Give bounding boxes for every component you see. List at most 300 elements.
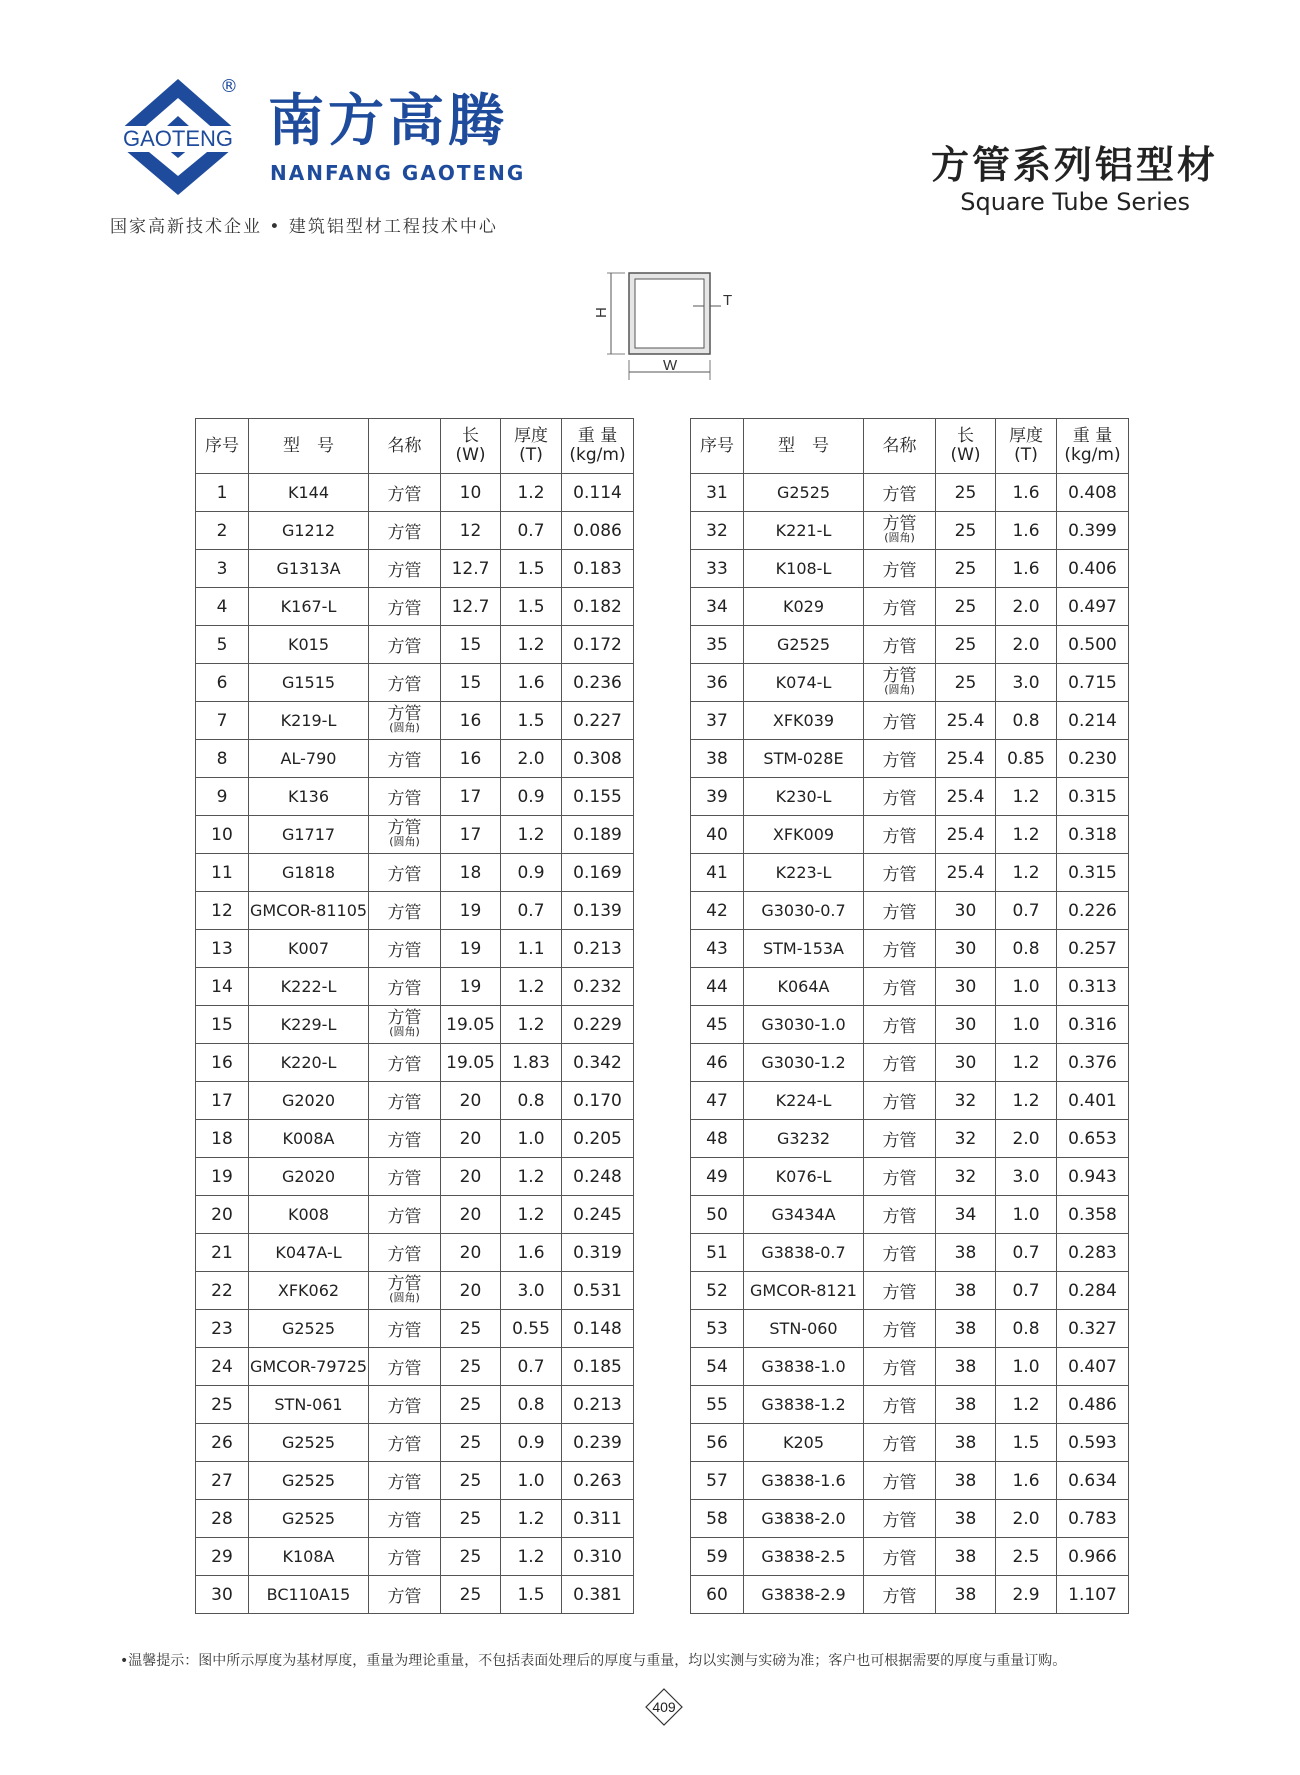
cell-thickness: 0.7 <box>501 1348 562 1386</box>
cell-width: 30 <box>936 968 996 1006</box>
table-row <box>196 1576 634 1614</box>
cell-index: 17 <box>196 1082 249 1120</box>
cell-model: G3232 <box>744 1120 864 1158</box>
cell-index: 11 <box>196 854 249 892</box>
cell-index: 8 <box>196 740 249 778</box>
cell-index: 46 <box>691 1044 744 1082</box>
table-row <box>196 512 634 550</box>
cell-width: 12 <box>441 512 501 550</box>
table-row <box>196 930 634 968</box>
cell-weight: 0.189 <box>562 816 634 854</box>
cell-thickness: 1.2 <box>501 968 562 1006</box>
footer-tip: •温馨提示：图中所示厚度为基材厚度，重量为理论重量，不包括表面处理后的厚度与重量，均以实测与实磅为准；客户也可根据需要的厚度与重量订购。 <box>120 1653 1067 1669</box>
cell-index: 27 <box>196 1462 249 1500</box>
cell-index: 2 <box>196 512 249 550</box>
cell-model: STM-153A <box>744 930 864 968</box>
cell-model: STN-061 <box>249 1386 369 1424</box>
cell-name: 方管 <box>864 1310 936 1348</box>
cell-weight: 0.408 <box>1057 474 1129 512</box>
cell-model: STM-028E <box>744 740 864 778</box>
cell-thickness: 0.8 <box>996 702 1057 740</box>
cell-model: G3838-1.2 <box>744 1386 864 1424</box>
cell-model: G2020 <box>249 1158 369 1196</box>
cell-name: 方管 <box>369 512 441 550</box>
cell-width: 20 <box>441 1120 501 1158</box>
cell-weight: 0.315 <box>1057 778 1129 816</box>
cell-index: 59 <box>691 1538 744 1576</box>
cell-index: 3 <box>196 550 249 588</box>
cell-name: 方管 <box>369 1500 441 1538</box>
cell-weight: 1.107 <box>1057 1576 1129 1614</box>
table-row <box>196 1500 634 1538</box>
cell-index: 25 <box>196 1386 249 1424</box>
cell-model: K074-L <box>744 664 864 702</box>
cell-weight: 0.381 <box>562 1576 634 1614</box>
table-row <box>691 968 1129 1006</box>
cell-model: K076-L <box>744 1158 864 1196</box>
table-row <box>196 588 634 626</box>
table-row <box>196 1044 634 1082</box>
cell-thickness: 1.0 <box>501 1462 562 1500</box>
cell-index: 23 <box>196 1310 249 1348</box>
cell-width: 25 <box>441 1386 501 1424</box>
cell-weight: 0.226 <box>1057 892 1129 930</box>
cell-model: G2525 <box>249 1500 369 1538</box>
cell-weight: 0.315 <box>1057 854 1129 892</box>
cell-index: 60 <box>691 1576 744 1614</box>
cell-name: 方管 <box>369 968 441 1006</box>
cell-weight: 0.263 <box>562 1462 634 1500</box>
cell-model: K167-L <box>249 588 369 626</box>
cell-weight: 0.185 <box>562 1348 634 1386</box>
cell-name: 方管 <box>369 1424 441 1462</box>
cell-width: 20 <box>441 1158 501 1196</box>
cell-thickness: 1.2 <box>501 474 562 512</box>
cell-thickness: 3.0 <box>501 1272 562 1310</box>
cell-weight: 0.313 <box>1057 968 1129 1006</box>
cell-width: 25 <box>441 1462 501 1500</box>
cell-thickness: 2.0 <box>501 740 562 778</box>
cell-model: K136 <box>249 778 369 816</box>
table-row <box>196 854 634 892</box>
cell-name: 方管 (圆角) <box>369 1006 441 1044</box>
cell-weight: 0.229 <box>562 1006 634 1044</box>
cell-index: 48 <box>691 1120 744 1158</box>
cell-width: 25 <box>936 626 996 664</box>
cell-thickness: 1.2 <box>996 854 1057 892</box>
cell-model: AL-790 <box>249 740 369 778</box>
cell-width: 19.05 <box>441 1044 501 1082</box>
cell-name: 方管 <box>369 1082 441 1120</box>
cell-width: 25 <box>936 512 996 550</box>
cell-model: G3030-1.0 <box>744 1006 864 1044</box>
cell-model: XFK009 <box>744 816 864 854</box>
cell-index: 58 <box>691 1500 744 1538</box>
table-row <box>691 1500 1129 1538</box>
cell-width: 25.4 <box>936 702 996 740</box>
table-row <box>691 1044 1129 1082</box>
cell-weight: 0.248 <box>562 1158 634 1196</box>
cell-weight: 0.236 <box>562 664 634 702</box>
cell-width: 12.7 <box>441 550 501 588</box>
table-row <box>196 1348 634 1386</box>
cell-weight: 0.183 <box>562 550 634 588</box>
cell-model: K144 <box>249 474 369 512</box>
cell-model: K222-L <box>249 968 369 1006</box>
cell-width: 16 <box>441 702 501 740</box>
table-row <box>691 778 1129 816</box>
cell-index: 51 <box>691 1234 744 1272</box>
cell-width: 15 <box>441 626 501 664</box>
cell-model: G2525 <box>744 474 864 512</box>
cell-index: 24 <box>196 1348 249 1386</box>
cell-model: G3434A <box>744 1196 864 1234</box>
table-row <box>691 550 1129 588</box>
cell-thickness: 0.7 <box>996 1234 1057 1272</box>
cell-name: 方管 <box>864 1234 936 1272</box>
table-row <box>196 778 634 816</box>
cell-width: 34 <box>936 1196 996 1234</box>
cell-name: 方管 <box>369 740 441 778</box>
cell-thickness: 3.0 <box>996 1158 1057 1196</box>
table-row <box>196 1386 634 1424</box>
cell-weight: 0.653 <box>1057 1120 1129 1158</box>
cell-width: 25.4 <box>936 816 996 854</box>
cell-index: 37 <box>691 702 744 740</box>
cell-name: 方管 <box>864 1462 936 1500</box>
table-row <box>691 702 1129 740</box>
cell-index: 14 <box>196 968 249 1006</box>
cell-weight: 0.283 <box>1057 1234 1129 1272</box>
table-row <box>691 1082 1129 1120</box>
cell-index: 19 <box>196 1158 249 1196</box>
cell-thickness: 1.2 <box>501 816 562 854</box>
cell-thickness: 0.7 <box>501 512 562 550</box>
cell-name: 方管 <box>864 778 936 816</box>
square-tube-diagram <box>585 268 735 388</box>
cell-model: G3838-0.7 <box>744 1234 864 1272</box>
table-row <box>196 1234 634 1272</box>
cell-width: 10 <box>441 474 501 512</box>
cell-index: 43 <box>691 930 744 968</box>
table-row <box>691 1424 1129 1462</box>
cell-name: 方管 <box>864 968 936 1006</box>
cell-model: K205 <box>744 1424 864 1462</box>
cell-model: K230-L <box>744 778 864 816</box>
cell-model: GMCOR-81105 <box>249 892 369 930</box>
cell-width: 19 <box>441 968 501 1006</box>
brand-en-name: NANFANG GAOTENG <box>270 161 526 185</box>
cell-index: 36 <box>691 664 744 702</box>
cell-thickness: 0.9 <box>501 778 562 816</box>
cell-name: 方管 <box>864 930 936 968</box>
cell-weight: 0.213 <box>562 930 634 968</box>
cell-index: 26 <box>196 1424 249 1462</box>
cell-name: 方管 <box>369 1462 441 1500</box>
cell-thickness: 1.0 <box>996 1006 1057 1044</box>
cell-width: 25.4 <box>936 854 996 892</box>
cell-thickness: 0.8 <box>996 930 1057 968</box>
round-corner-note: (圆角) <box>884 682 915 696</box>
cell-thickness: 2.0 <box>996 1120 1057 1158</box>
cell-model: K015 <box>249 626 369 664</box>
cell-weight: 0.308 <box>562 740 634 778</box>
round-corner-note: (圆角) <box>884 530 915 544</box>
cell-width: 38 <box>936 1500 996 1538</box>
cell-weight: 0.401 <box>1057 1082 1129 1120</box>
cell-index: 44 <box>691 968 744 1006</box>
cell-name: 方管 <box>864 1424 936 1462</box>
cell-index: 45 <box>691 1006 744 1044</box>
cell-thickness: 1.6 <box>996 512 1057 550</box>
spec-table-right <box>690 418 1129 1614</box>
cell-model: K224-L <box>744 1082 864 1120</box>
cell-thickness: 0.8 <box>501 1386 562 1424</box>
cell-name: 方管 <box>864 588 936 626</box>
cell-width: 12.7 <box>441 588 501 626</box>
cell-weight: 0.245 <box>562 1196 634 1234</box>
cell-name: 方管 (圆角) <box>369 1272 441 1310</box>
logo-text: GAOTENG <box>122 126 234 151</box>
cell-weight: 0.232 <box>562 968 634 1006</box>
cell-weight: 0.407 <box>1057 1348 1129 1386</box>
cell-index: 29 <box>196 1538 249 1576</box>
cell-index: 18 <box>196 1120 249 1158</box>
table-row <box>691 740 1129 778</box>
table-row <box>691 1272 1129 1310</box>
cell-index: 5 <box>196 626 249 664</box>
cell-width: 38 <box>936 1234 996 1272</box>
cell-width: 25 <box>441 1576 501 1614</box>
cell-width: 38 <box>936 1310 996 1348</box>
cell-width: 25 <box>936 664 996 702</box>
cell-thickness: 1.5 <box>501 550 562 588</box>
cell-index: 41 <box>691 854 744 892</box>
cell-thickness: 0.55 <box>501 1310 562 1348</box>
page-number: 409 <box>652 1699 676 1715</box>
cell-index: 22 <box>196 1272 249 1310</box>
cell-weight: 0.500 <box>1057 626 1129 664</box>
cell-thickness: 3.0 <box>996 664 1057 702</box>
height-label: H <box>593 307 610 318</box>
round-corner-note: (圆角) <box>389 720 420 734</box>
cell-name: 方管 <box>864 626 936 664</box>
cell-weight: 0.943 <box>1057 1158 1129 1196</box>
cell-width: 38 <box>936 1538 996 1576</box>
cell-name: 方管 <box>369 1538 441 1576</box>
cell-index: 52 <box>691 1272 744 1310</box>
cell-width: 20 <box>441 1234 501 1272</box>
cell-model: XFK039 <box>744 702 864 740</box>
cell-thickness: 1.5 <box>501 588 562 626</box>
cell-index: 7 <box>196 702 249 740</box>
cell-index: 6 <box>196 664 249 702</box>
cell-name: 方管 (圆角) <box>864 512 936 550</box>
cell-width: 17 <box>441 816 501 854</box>
cell-weight: 0.155 <box>562 778 634 816</box>
table-row <box>196 1196 634 1234</box>
cell-thickness: 1.2 <box>501 1006 562 1044</box>
cell-width: 15 <box>441 664 501 702</box>
brand-tagline: 国家高新技术企业 • 建筑铝型材工程技术中心 <box>110 217 498 237</box>
cell-thickness: 1.5 <box>501 702 562 740</box>
cell-model: G3030-1.2 <box>744 1044 864 1082</box>
cell-thickness: 0.9 <box>501 854 562 892</box>
cell-thickness: 1.2 <box>996 1082 1057 1120</box>
table-row <box>691 1386 1129 1424</box>
table-row <box>196 740 634 778</box>
cell-width: 25 <box>936 550 996 588</box>
cell-thickness: 1.2 <box>501 1158 562 1196</box>
table-row <box>691 626 1129 664</box>
cell-thickness: 1.6 <box>501 1234 562 1272</box>
cell-weight: 0.086 <box>562 512 634 550</box>
table-row <box>691 1234 1129 1272</box>
cell-model: G1313A <box>249 550 369 588</box>
brand-cn-name: 南方高腾 <box>268 89 508 154</box>
cell-model: G2525 <box>249 1462 369 1500</box>
cell-width: 25 <box>936 474 996 512</box>
cell-thickness: 1.6 <box>501 664 562 702</box>
cell-width: 18 <box>441 854 501 892</box>
header-weight: 重 量 (kg/m) <box>562 419 634 474</box>
cell-width: 38 <box>936 1348 996 1386</box>
cell-index: 1 <box>196 474 249 512</box>
table-row <box>196 1272 634 1310</box>
cell-name: 方管 <box>369 1310 441 1348</box>
header-name: 名称 <box>369 419 441 474</box>
cell-model: G3838-1.0 <box>744 1348 864 1386</box>
cell-weight: 0.139 <box>562 892 634 930</box>
cell-thickness: 2.9 <box>996 1576 1057 1614</box>
cell-thickness: 1.2 <box>501 1538 562 1576</box>
cell-weight: 0.342 <box>562 1044 634 1082</box>
table-row <box>196 1462 634 1500</box>
table-row <box>196 626 634 664</box>
cell-thickness: 0.8 <box>501 1082 562 1120</box>
table-row <box>196 1120 634 1158</box>
cell-weight: 0.169 <box>562 854 634 892</box>
cell-name: 方管 <box>369 892 441 930</box>
cell-model: K007 <box>249 930 369 968</box>
cell-name: 方管 <box>864 1006 936 1044</box>
header-index: 序号 <box>196 419 249 474</box>
table-row <box>196 474 634 512</box>
cell-index: 47 <box>691 1082 744 1120</box>
cell-index: 56 <box>691 1424 744 1462</box>
cell-index: 16 <box>196 1044 249 1082</box>
cell-name: 方管 <box>369 1044 441 1082</box>
cell-width: 32 <box>936 1120 996 1158</box>
cell-model: G3838-2.5 <box>744 1538 864 1576</box>
table-row <box>196 1424 634 1462</box>
cell-thickness: 1.5 <box>501 1576 562 1614</box>
cell-model: K047A-L <box>249 1234 369 1272</box>
cell-model: G1212 <box>249 512 369 550</box>
cell-width: 20 <box>441 1196 501 1234</box>
cell-index: 4 <box>196 588 249 626</box>
cell-name: 方管 <box>369 1576 441 1614</box>
cell-weight: 0.634 <box>1057 1462 1129 1500</box>
cell-index: 32 <box>691 512 744 550</box>
cell-weight: 0.114 <box>562 474 634 512</box>
cell-thickness: 0.8 <box>996 1310 1057 1348</box>
cell-name: 方管 <box>864 550 936 588</box>
cell-name: 方管 <box>864 1386 936 1424</box>
cell-index: 34 <box>691 588 744 626</box>
cell-thickness: 1.6 <box>996 550 1057 588</box>
cell-name: 方管 (圆角) <box>369 702 441 740</box>
header-model: 型 号 <box>744 419 864 474</box>
spec-table-left <box>195 418 634 1614</box>
table-row <box>196 1082 634 1120</box>
table-row <box>691 588 1129 626</box>
cell-thickness: 0.7 <box>996 1272 1057 1310</box>
cell-model: K029 <box>744 588 864 626</box>
cell-thickness: 1.2 <box>996 778 1057 816</box>
cell-weight: 0.205 <box>562 1120 634 1158</box>
cell-model: G2525 <box>249 1310 369 1348</box>
cell-model: BC110A15 <box>249 1576 369 1614</box>
cell-name: 方管 <box>864 1500 936 1538</box>
cell-weight: 0.316 <box>1057 1006 1129 1044</box>
cell-index: 53 <box>691 1310 744 1348</box>
cell-weight: 0.593 <box>1057 1424 1129 1462</box>
cell-name: 方管 <box>369 664 441 702</box>
cell-index: 55 <box>691 1386 744 1424</box>
cell-weight: 0.406 <box>1057 550 1129 588</box>
cell-model: G3838-2.0 <box>744 1500 864 1538</box>
cell-width: 25.4 <box>936 778 996 816</box>
cell-index: 39 <box>691 778 744 816</box>
cell-thickness: 1.6 <box>996 474 1057 512</box>
cell-index: 54 <box>691 1348 744 1386</box>
table-header-row <box>691 419 1129 474</box>
table-row <box>196 892 634 930</box>
cell-model: K064A <box>744 968 864 1006</box>
cell-index: 20 <box>196 1196 249 1234</box>
cell-index: 35 <box>691 626 744 664</box>
cell-thickness: 1.5 <box>996 1424 1057 1462</box>
cell-weight: 0.497 <box>1057 588 1129 626</box>
cell-index: 31 <box>691 474 744 512</box>
cell-width: 17 <box>441 778 501 816</box>
cell-thickness: 2.5 <box>996 1538 1057 1576</box>
cell-name: 方管 <box>864 1196 936 1234</box>
cell-width: 30 <box>936 1006 996 1044</box>
table-row <box>691 1310 1129 1348</box>
registered-mark: ® <box>220 76 238 97</box>
series-title-cn: 方管系列铝型材 <box>930 143 1218 187</box>
cell-weight: 0.376 <box>1057 1044 1129 1082</box>
cell-width: 25 <box>441 1538 501 1576</box>
cell-width: 38 <box>936 1462 996 1500</box>
cell-weight: 0.148 <box>562 1310 634 1348</box>
header-model: 型 号 <box>249 419 369 474</box>
cell-width: 38 <box>936 1576 996 1614</box>
cell-name: 方管 <box>369 1234 441 1272</box>
header-name: 名称 <box>864 419 936 474</box>
cell-model: K108A <box>249 1538 369 1576</box>
cell-weight: 0.257 <box>1057 930 1129 968</box>
cell-model: K219-L <box>249 702 369 740</box>
cell-index: 33 <box>691 550 744 588</box>
cell-model: G3838-2.9 <box>744 1576 864 1614</box>
cell-width: 25 <box>441 1310 501 1348</box>
cell-width: 25 <box>441 1500 501 1538</box>
table-row <box>691 1538 1129 1576</box>
cell-model: G3838-1.6 <box>744 1462 864 1500</box>
